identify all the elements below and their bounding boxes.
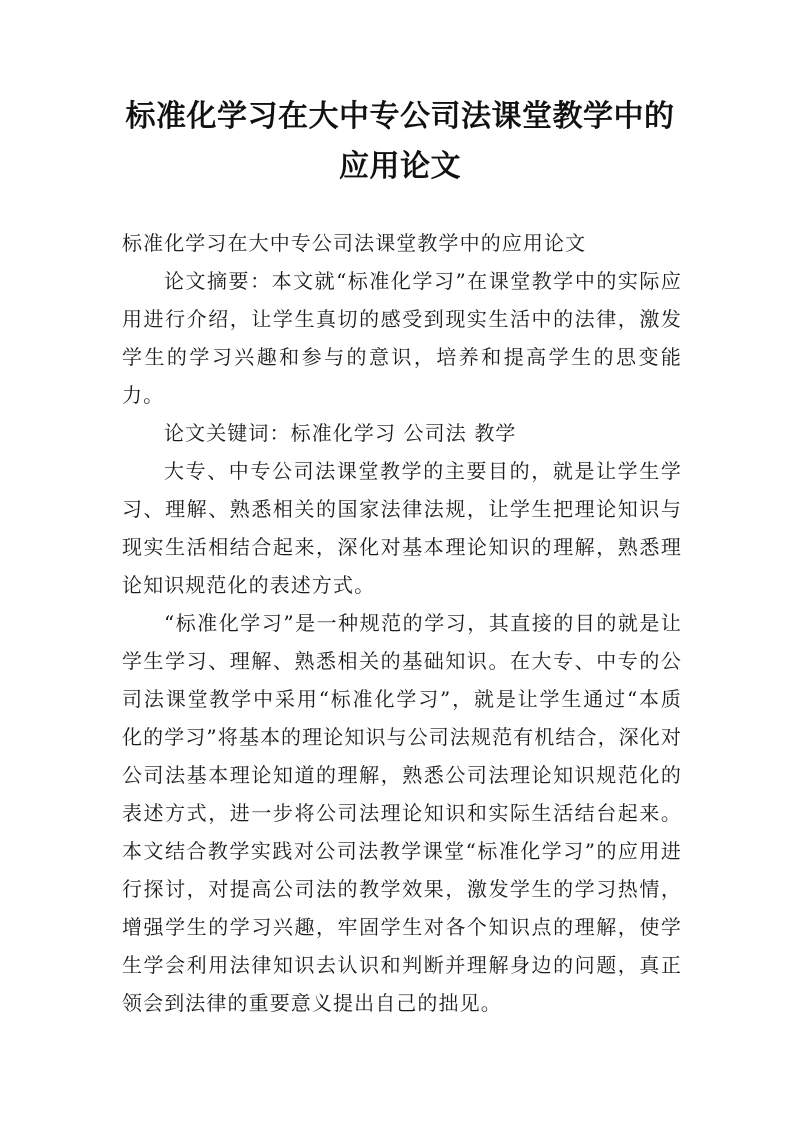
document-title <box>100 92 700 192</box>
subtitle-paragraph: 标准化学习在大中专公司法课堂教学中的应用论文 <box>122 231 587 255</box>
body-paragraph-1: 大专、中专公司法课堂教学的主要目的，就是让学生学习、理解、熟悉相关的国家法律法规，让学生把理论知识与现实生活相结合起来，深化对基本理论知识的理解，熟悉理论知识规范化的表述方式。 <box>122 459 682 597</box>
body-paragraph-2: “标准化学习”是一种规范的学习，其直接的目的就是让学生学习、理解、熟悉相关的基础知识。在大专、中专的公司法课堂教学中采用“标准化学习”，就是让学生通过“本质化的学习”将基本的理论知识与公司法规范有机结合，深化对公司法基本理论知道的理解，熟悉公司法理论知识规范化的表述方式，进一步将公司法理论知识和实际生活结台起来。本文结合教学实践对公司法教学课堂“标准化学习”的应用进行探讨，对提高公司法的教学效果，激发学生的学习热情，增强学生的学习兴趣，牢固学生对各个知识点的理解，使学生学会利用法律知识去认识和判断并理解身边的问题，真正领会到法律的重要意义提出自己的拙见。 <box>122 611 682 1015</box>
keywords-paragraph: 论文关键词：标准化学习 公司法 教学 <box>164 421 517 445</box>
title-line-2: 应用论文 <box>339 149 461 184</box>
abstract-paragraph: 论文摘要：本文就“标准化学习”在课堂教学中的实际应用进行介绍，让学生真切的感受到现实生活中的法律，激发学生的学习兴趣和参与的意识，培养和提高学生的思变能力。 <box>122 269 682 407</box>
title-line-1: 标准化学习在大中专公司法课堂教学中的 <box>125 99 675 134</box>
document-body <box>122 224 682 1022</box>
